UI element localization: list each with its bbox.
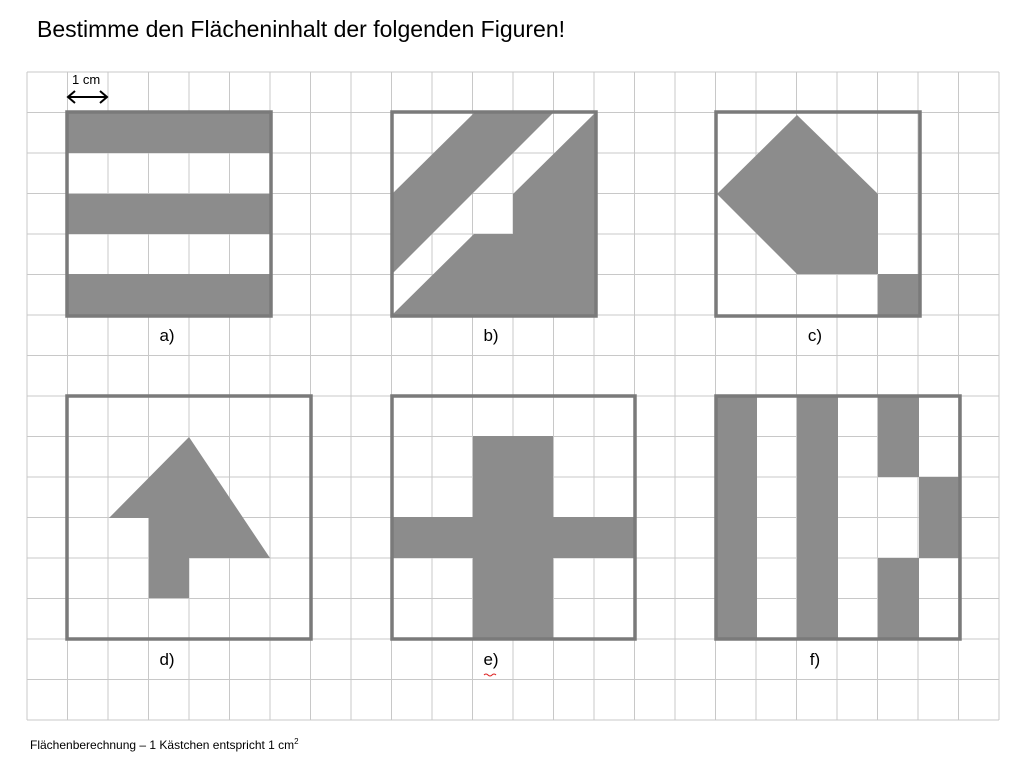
footer-exponent: 2 — [294, 737, 299, 746]
figure-c-pentagon — [717, 115, 878, 274]
figure-d-label: d) — [159, 650, 175, 669]
figure-a-label: a) — [159, 326, 175, 345]
figure-f-checker-top — [878, 397, 919, 477]
figure-a — [67, 112, 271, 345]
figure-b — [392, 112, 596, 345]
figure-f-column-2 — [797, 397, 838, 638]
unit-label: 1 cm — [72, 72, 101, 87]
figure-e — [392, 396, 635, 676]
figure-f-label: f) — [809, 650, 821, 669]
unit-indicator — [68, 72, 107, 103]
figure-e-cross-horizontal — [393, 517, 634, 558]
figure-f-column-1 — [717, 397, 757, 638]
figure-f-checker-bottom — [878, 558, 919, 638]
spellcheck-underline — [484, 674, 496, 676]
figure-e-label: e) — [483, 650, 499, 669]
footer-text: Flächenberechnung – 1 Kästchen entspricht 1 cm — [30, 738, 295, 752]
figure-c-label: c) — [807, 326, 823, 345]
figure-a-stripe-bottom — [68, 274, 270, 315]
figure-a-stripe-middle — [68, 194, 270, 234]
worksheet-title: Bestimme den Flächeninhalt der folgenden Figuren! — [37, 16, 566, 42]
figure-f-checker-middle — [919, 477, 959, 558]
footer-note — [30, 737, 299, 752]
figure-c-corner-square — [878, 274, 919, 315]
figure-b-label: b) — [483, 326, 499, 345]
figure-a-stripe-top — [68, 113, 270, 153]
figure-c — [716, 112, 920, 345]
